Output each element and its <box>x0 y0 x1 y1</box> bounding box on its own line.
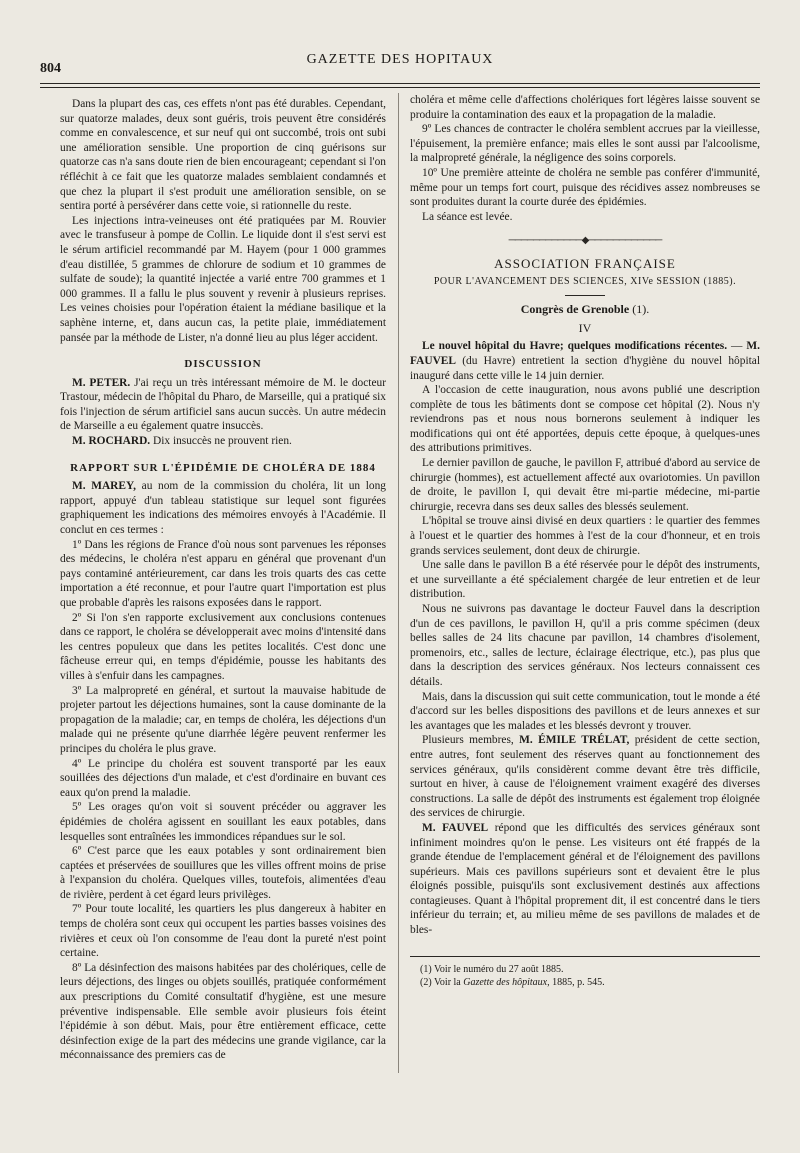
footnote <box>410 976 760 989</box>
speaker-name: M. FAUVEL <box>410 340 760 367</box>
paragraph <box>410 339 760 383</box>
paragraph <box>60 479 386 537</box>
paragraph: Dans la plupart des cas, ces effets n'ont pas été durables. Cependant, sur quatorze malades, deux sont guéris, trois peuvent être considérés comme en convalescence, et sur neuf qui ont succombé, trois ont subi une amélioration sensible. Une proportion de cinq guérisons sur quatorze cas n'a sans doute rien de bien encourageant; cependant si l'on réfléchit à ce fait que les quatorze malades semblaient condamnés et que chez la plupart il s'est produit une amélioration sensible, on se sentira porté à persévérer dans cette voie, si rationnelle du reste. <box>60 98 386 213</box>
conclusion-item: 7º Pour toute localité, les quartiers les plus dangereux à habiter en temps de choléra sont ceux qui occupent les parties basses voisines des rivières et ceux où l'on consomme de l'eau dont la pureté n'est point certaine. <box>60 903 386 960</box>
congres-title: Congrès de Grenoble <box>520 302 630 317</box>
conclusion-item: 5º Les orages qu'on voit si souvent précéder ou aggraver les épidémies de choléra agissent en souillant les eaux potables, dans lesquelles sont entraînées les immondices répandues sur le sol. <box>60 801 386 843</box>
right-column <box>410 93 760 989</box>
congres-heading <box>410 302 760 317</box>
ornamental-rule: ────────────◆──────────── <box>508 235 662 247</box>
paragraph-text: J'ai reçu un très intéressant mémoire de M. le docteur Trastour, médecin de l'hôpital du Pharo, de Marseille, qui a pratiqué six fois l'injection de sérum artificiel sans aucun succès. Un autre médecin de Marseille a eu également quatre insuccès. <box>60 376 386 433</box>
paragraph-text: répond que les difficultés des services généraux sont infiniment moindres qu'on le pense. Les visiteurs ont été frappés de la grande étendue de l'emplacement général et de l'éloignement des pavillons supérieurs. Mais ces pavillons supérieurs sont et devaient être le plus éloignés possible, puisqu'ils sont exclusivement destinés aux affections contagieuses. Quant à l'hôpital proprement dit, il est concentré dans le tiers inférieur du terrain; et, au milieu même de ses pavillons de malades et de bles- <box>410 821 760 937</box>
footnote: (1) Voir le numéro du 27 août 1885. <box>420 963 564 975</box>
conclusion-item: 8º La désinfection des maisons habitées par des cholériques, celle de leurs déjections, des linges ou objets souillés, pratiquée conformément aux prescriptions du Comité consultatif d'hygiène, est une mesure préventive indispensable. Elle semble avoir plusieurs fois éteint l'épidémie à son début. Mais, pour être entièrement efficace, cette désinfection exige de la part des médecins une grande vigilance, car la méconnaissance des premiers cas de <box>60 961 386 1062</box>
paragraph: choléra et même celle d'affections cholériques fort légères laisse souvent se produire la contamination des eaux et la propagation de la maladie. <box>410 94 760 121</box>
discussion-heading: DISCUSSION <box>184 358 262 371</box>
association-title: ASSOCIATION FRANÇAISE <box>494 255 676 271</box>
paragraph <box>410 821 760 938</box>
conclusion-item: 3º La malpropreté en général, et surtout la mauvaise habitude de projeter partout les déjections humaines, sont la cause dominante de la propagation de la maladie; car, en temps de choléra, les déjections d'un malade qui ne présente qu'une diarrhée légère peuvent renfermer les principes du choléra le plus grave. <box>60 684 386 755</box>
paragraph: Nous ne suivrons pas davantage le docteur Fauvel dans la description d'un de ces pavillons, le pavillon H, qu'il a pris comme spécimen (deux belles salles de 24 lits chacune par pavillon, 14 chambres d'isolement, promenoirs, etc., salles de lecture, éclairage électrique, etc.), pas plus que dans la description des services généraux. Nos lecteurs connaissent ces détails. <box>410 603 760 688</box>
footnote-text: (2) Voir la <box>420 976 461 988</box>
paragraph: Une salle dans le pavillon B a été réservée pour le dépôt des instruments, et une surveillante a été spécialement chargée de leur entretien et de leur distribution. <box>410 559 760 601</box>
paragraph: Le dernier pavillon de gauche, le pavillon F, attribué d'abord au service de chirurgie (hommes), est actuellement affecté aux ovariotomies. Un pavillon de droite, le pavillon I, qui devait être mi-partie médecine, mi-partie chirurgie, recevra dans ses deux salles des blessés seulement. <box>410 457 760 513</box>
conclusion-item: 10º Une première atteinte de choléra ne semble pas conférer d'immunité, même pour un temps fort court, puisque des récidives assez nombreuses se sont produites durant la courte durée des épidémies. <box>410 166 760 209</box>
conclusion-item: 9º Les chances de contracter le choléra semblent accrues par la vieillesse, l'épuisement, la première enfance; mais elles le sont aussi par l'alcoolisme, la malpropreté générale, la négligence des soins corporels. <box>410 123 760 165</box>
section-number: IV <box>578 320 592 335</box>
page-number: 804 <box>40 61 61 76</box>
conclusion-item: 1º Dans les régions de France d'où nous sont parvenues les réponses des médecins, le choléra n'est apparu en général que provenant d'un pays contaminé antérieurement, car dans les trois quarts des cas cette importation a été reconnue, et pour l'autre quart l'importation est plus que probable d'après les raisons exposées dans le rapport. <box>60 538 386 609</box>
paragraph: Mais, dans la discussion qui suit cette communication, tout le monde a été d'accord sur les belles dispositions des pavillons et de leurs annexes et sur les avantages que les malades et les blessés devront y trouver. <box>410 690 760 732</box>
footnote-ref: (1). <box>632 302 650 317</box>
speaker-name: M. MAREY, <box>72 480 137 493</box>
paragraph-text: Plusieurs membres, <box>422 734 514 747</box>
association-subtitle: POUR L'AVANCEMENT DES SCIENCES, XIVe SESSION (1885). <box>433 275 737 287</box>
paragraph <box>60 434 386 449</box>
header-rule-top <box>40 83 760 84</box>
running-title: GAZETTE DES HOPITAUX <box>306 52 494 67</box>
article-heading: Le nouvel hôpital du Havre; quelques modifications récentes. <box>422 340 728 353</box>
speaker-name: M. FAUVEL <box>422 821 489 834</box>
paragraph-text: Dix insuccès ne prouvent rien. <box>153 435 292 448</box>
column-divider <box>398 93 399 1073</box>
conclusion-item: 2º Si l'on s'en rapporte exclusivement aux conclusions contenues dans ce rapport, le choléra se développerait avec moins d'intensité dans les centres populeux que dans les petites localités. C'est donc une fâcheuse erreur qui, en temps d'épidémie, pousse les habitants des villes à s'enfuir dans les campagnes. <box>60 611 386 682</box>
paragraph-text: au nom de la commission du choléra, lit un long rapport, appuyé d'un tableau statistique sur lequel sont figurées graphiquement les indications des mémoires envoyés à l'Académie. Il conclut en ces termes : <box>60 480 386 537</box>
paragraph: A l'occasion de cette inauguration, nous avons publié une description complète de tous les bâtiments dont se compose cet hôpital (2). Nous n'y reviendrons pas et nous nous bornerons seulement à indiquer les modifications qui ont été apportées, depuis cette époque, à quelques-unes des attributions primitives. <box>410 384 760 455</box>
footnote-text: 1885, p. 545. <box>552 976 605 988</box>
dash: — <box>727 340 747 353</box>
paragraph: L'hôpital se trouve ainsi divisé en deux quartiers : le quartier des femmes à l'ouest et le quartier des hommes à l'est de la cour d'honneur, et en trois grands services seulement, dont deux de chirurgie. <box>410 515 760 557</box>
paragraph <box>60 376 386 434</box>
header-rule-bottom <box>40 87 760 88</box>
paragraph: Les injections intra-veineuses ont été pratiquées par M. Rouvier avec le transfuseur à pompe de Collin. Le liquide dont il s'est servi est le sérum artificiel recommandé par M. Hayem (pour 1 000 grammes d'eau distillée, 5 grammes de chlorure de sodium et 10 grammes de sulfate de soude); la quantité injectée a varié entre 700 grammes et 1 000 grammes. Il a fallu le plus souvent y revenir à plusieurs reprises. Les veines choisies pour l'opération étaient la médiane basilique et la saphène interne, et, dans aucun cas, la petite plaie, immédiatement pansée par la méthode de Lister, n'a donné lieu au plus léger accident. <box>60 214 386 344</box>
speaker-name: M. ROCHARD. <box>72 435 151 448</box>
footnotes <box>410 956 760 989</box>
footnote-italic: Gazette des hôpitaux, <box>463 976 550 988</box>
speaker-name: M. ÉMILE TRÉLAT, <box>519 734 630 747</box>
conclusion-item: 6º C'est parce que les eaux potables y sont ordinairement bien captées et préservées de souillures que les villes offrent moins de prise à l'expansion du choléra. Quelques villes, toutefois, alimentées d'eau de rivière, perdent à cet égard leurs privilèges. <box>60 845 386 901</box>
rapport-heading: RAPPORT SUR L'ÉPIDÉMIE DE CHOLÉRA DE 1884 <box>70 461 376 474</box>
left-column <box>60 97 386 1063</box>
seance-closing: La séance est levée. <box>422 210 513 223</box>
short-rule <box>565 295 605 296</box>
conclusion-item: 4º Le principe du choléra est souvent transporté par les eaux souillées des déjections d'un malade, et c'est d'ordinaire en buvant ces eaux qu'on prend la maladie. <box>60 757 386 799</box>
paragraph-text: président de cette section, entre autres, font seulement des réserves quant au fonctionnement des services généraux, qu'ils considèrent comme devant être très difficile, surtout en hiver, à cause de l'éloignement vraiment exagéré des diverses constructions. La salle de dépôt des instruments est également trop éloignée des services de chirurgie. <box>410 734 760 820</box>
paragraph <box>410 733 760 821</box>
paragraph-text: (du Havre) entretient la section d'hygiène du nouvel hôpital inauguré dans cette ville le 14 juin dernier. <box>410 354 760 382</box>
speaker-name: M. PETER. <box>72 376 131 389</box>
